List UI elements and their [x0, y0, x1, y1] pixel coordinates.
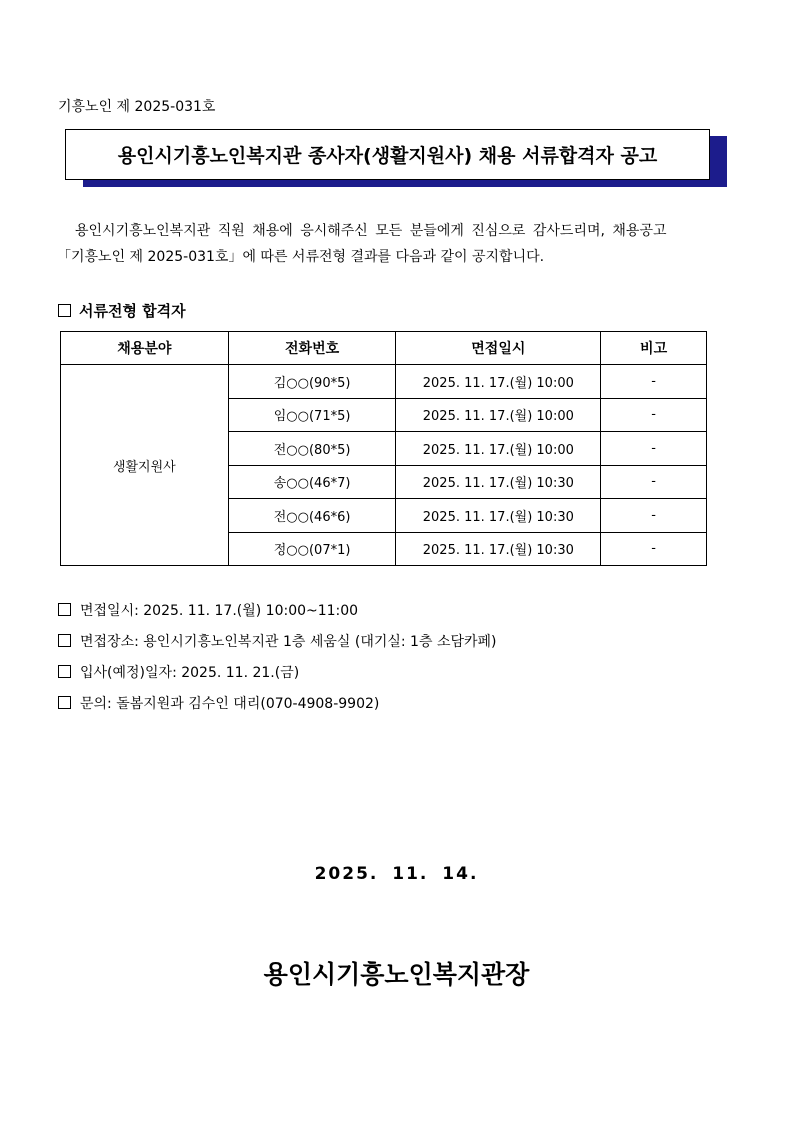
header-note: 비고 [601, 332, 707, 365]
interview-cell: 2025. 11. 17.(월) 10:30 [396, 532, 601, 566]
checkbox-square-icon [58, 665, 71, 678]
header-interview: 면접일시 [396, 332, 601, 365]
phone-cell: 임○○(71*5) [228, 398, 396, 432]
note-cell: - [601, 532, 707, 566]
intro-line-2: 「기흥노인 제 2025-031호」에 따른 서류전형 결과를 다음과 같이 공지합니다. [57, 249, 545, 265]
document-number: 기흥노인 제 2025-031호 [58, 99, 216, 115]
interview-cell: 2025. 11. 17.(월) 10:00 [396, 398, 601, 432]
intro-paragraph [57, 218, 737, 270]
note-item [58, 594, 497, 625]
checkbox-square-icon [58, 696, 71, 709]
results-table [60, 331, 707, 566]
note-cell: - [601, 398, 707, 432]
table-row [61, 365, 707, 399]
note-cell: - [601, 465, 707, 499]
phone-cell: 김○○(90*5) [228, 365, 396, 399]
table-header-row [61, 332, 707, 365]
interview-cell: 2025. 11. 17.(월) 10:00 [396, 365, 601, 399]
note-text: 입사(예정)일자: 2025. 11. 21.(금) [80, 664, 300, 681]
note-text: 문의: 돌봄지원과 김수인 대리(070-4908-9902) [80, 695, 380, 712]
section-heading-label: 서류전형 합격자 [79, 302, 186, 320]
interview-cell: 2025. 11. 17.(월) 10:30 [396, 465, 601, 499]
note-item [58, 625, 497, 656]
interview-cell: 2025. 11. 17.(월) 10:30 [396, 499, 601, 533]
phone-cell: 정○○(07*1) [228, 532, 396, 566]
intro-line-1: 용인시기흥노인복지관 직원 채용에 응시해주신 모든 분들에게 진심으로 감사드리며, 채용공고 [75, 223, 667, 239]
note-cell: - [601, 499, 707, 533]
checkbox-square-icon [58, 304, 71, 317]
note-cell: - [601, 432, 707, 466]
signature: 용인시기흥노인복지관장 [263, 960, 530, 989]
note-text: 면접장소: 용인시기흥노인복지관 1층 세움실 (대기실: 1층 소담카페) [80, 633, 497, 650]
phone-cell: 전○○(46*6) [228, 499, 396, 533]
issue-date: 2025. 11. 14. [314, 864, 479, 884]
field-cell: 생활지원사 [61, 365, 229, 566]
interview-cell: 2025. 11. 17.(월) 10:00 [396, 432, 601, 466]
section-heading [58, 300, 186, 321]
phone-cell: 전○○(80*5) [228, 432, 396, 466]
note-cell: - [601, 365, 707, 399]
header-phone: 전화번호 [228, 332, 396, 365]
note-item [58, 687, 497, 718]
note-text: 면접일시: 2025. 11. 17.(월) 10:00~11:00 [80, 602, 359, 619]
header-field: 채용분야 [61, 332, 229, 365]
note-item [58, 656, 497, 687]
title-banner [65, 129, 710, 180]
phone-cell: 송○○(46*7) [228, 465, 396, 499]
checkbox-square-icon [58, 634, 71, 647]
notes-list [58, 594, 497, 718]
document-title: 용인시기흥노인복지관 종사자(생활지원사) 채용 서류합격자 공고 [65, 129, 710, 180]
checkbox-square-icon [58, 603, 71, 616]
